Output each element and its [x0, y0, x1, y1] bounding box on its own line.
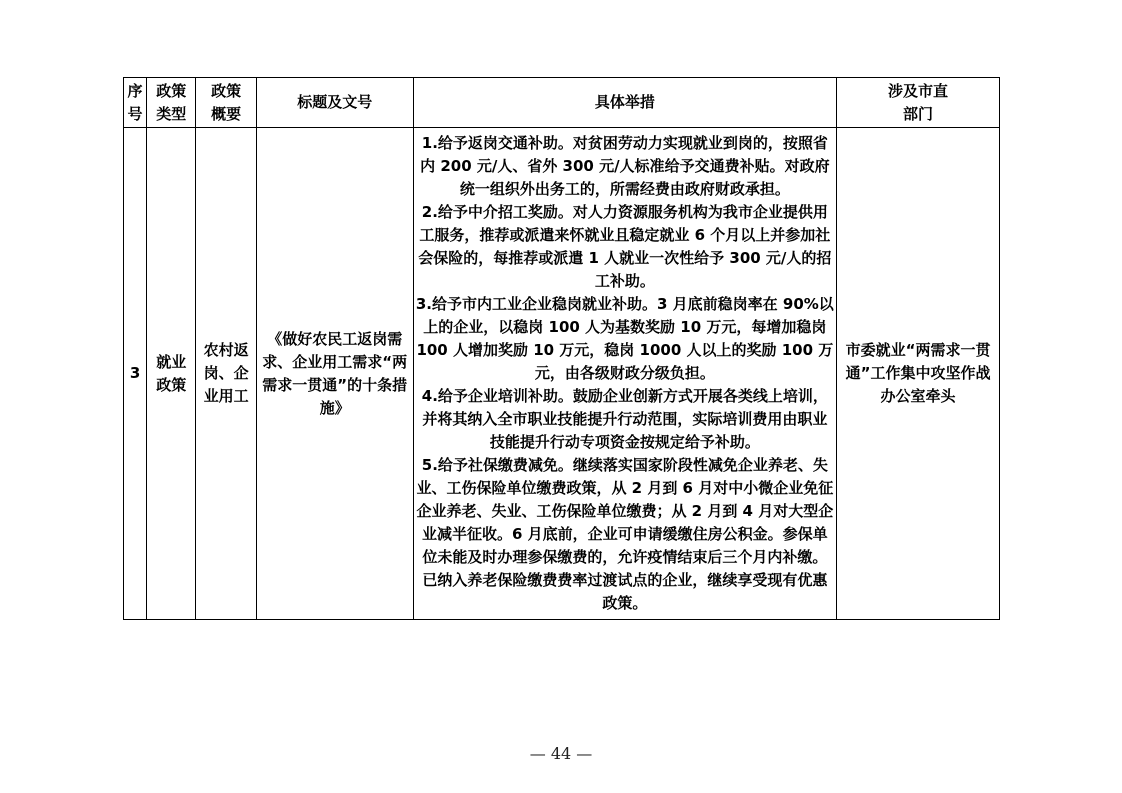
table-header-row — [124, 78, 1000, 128]
header-overview: 政策概要 — [196, 78, 256, 128]
row-index: 3 — [124, 128, 147, 620]
measure-item-1: 1.给予返岗交通补助。对贫困劳动力实现就业到岗的，按照省内 200 元/人、省外 300 元/人标准给予交通费补贴。对政府统一组织外出务工的，所需经费由政府财政承担。 — [420, 134, 830, 198]
page-number: — 44 — — [529, 744, 593, 763]
policy-table — [123, 77, 1000, 620]
row-department: 市委就业“两需求一贯通”工作集中攻坚作战办公室牵头 — [837, 128, 1000, 620]
header-department: 涉及市直部门 — [837, 78, 1000, 128]
header-title: 标题及文号 — [256, 78, 413, 128]
measure-item-2: 2.给予中介招工奖励。对人力资源服务机构为我市企业提供用工服务，推荐或派遣来怀就业且稳定就业 6 个月以上并参加社会保险的，每推荐或派遣 1 人就业一次性给予 300 元/人的招工补助。 — [418, 203, 832, 290]
row-overview: 农村返岗、企业用工 — [196, 128, 256, 620]
measure-item-5: 5.给予社保缴费减免。继续落实国家阶段性减免企业养老、失业、工伤保险单位缴费政策，从 2 月到 6 月对中小微企业免征企业养老、失业、工伤保险单位缴费；从 2 月到 4 月对大型企业减半征收。6 月底前，企业可申请缓缴住房公积金。参保单位未能及时办理参保缴费的，允许疫情结束后三个月内补缴。已纳入养老保险缴费费率过渡试点的企业，继续享受现有优惠政策。 — [416, 456, 834, 612]
row-policy-type: 就业政策 — [147, 128, 196, 620]
header-measures: 具体举措 — [413, 78, 836, 128]
measure-item-3: 3.给予市内工业企业稳岗就业补助。3 月底前稳岗率在 90%以上的企业，以稳岗 100 人为基数奖励 10 万元，每增加稳岗 100 人增加奖励 10 万元，稳岗 1000 人以上的奖励 100 万元，由各级财政分级负担。 — [415, 295, 834, 382]
table-row — [124, 128, 1000, 620]
row-title: 《做好农民工返岗需求、企业用工需求“两需求一贯通”的十条措施》 — [256, 128, 413, 620]
measure-item-4: 4.给予企业培训补助。鼓励企业创新方式开展各类线上培训，并将其纳入全市职业技能提升行动范围，实际培训费用由职业技能提升行动专项资金按规定给予补助。 — [421, 387, 828, 451]
row-measures — [413, 128, 836, 620]
header-policy-type: 政策类型 — [147, 78, 196, 128]
header-index: 序号 — [124, 78, 147, 128]
